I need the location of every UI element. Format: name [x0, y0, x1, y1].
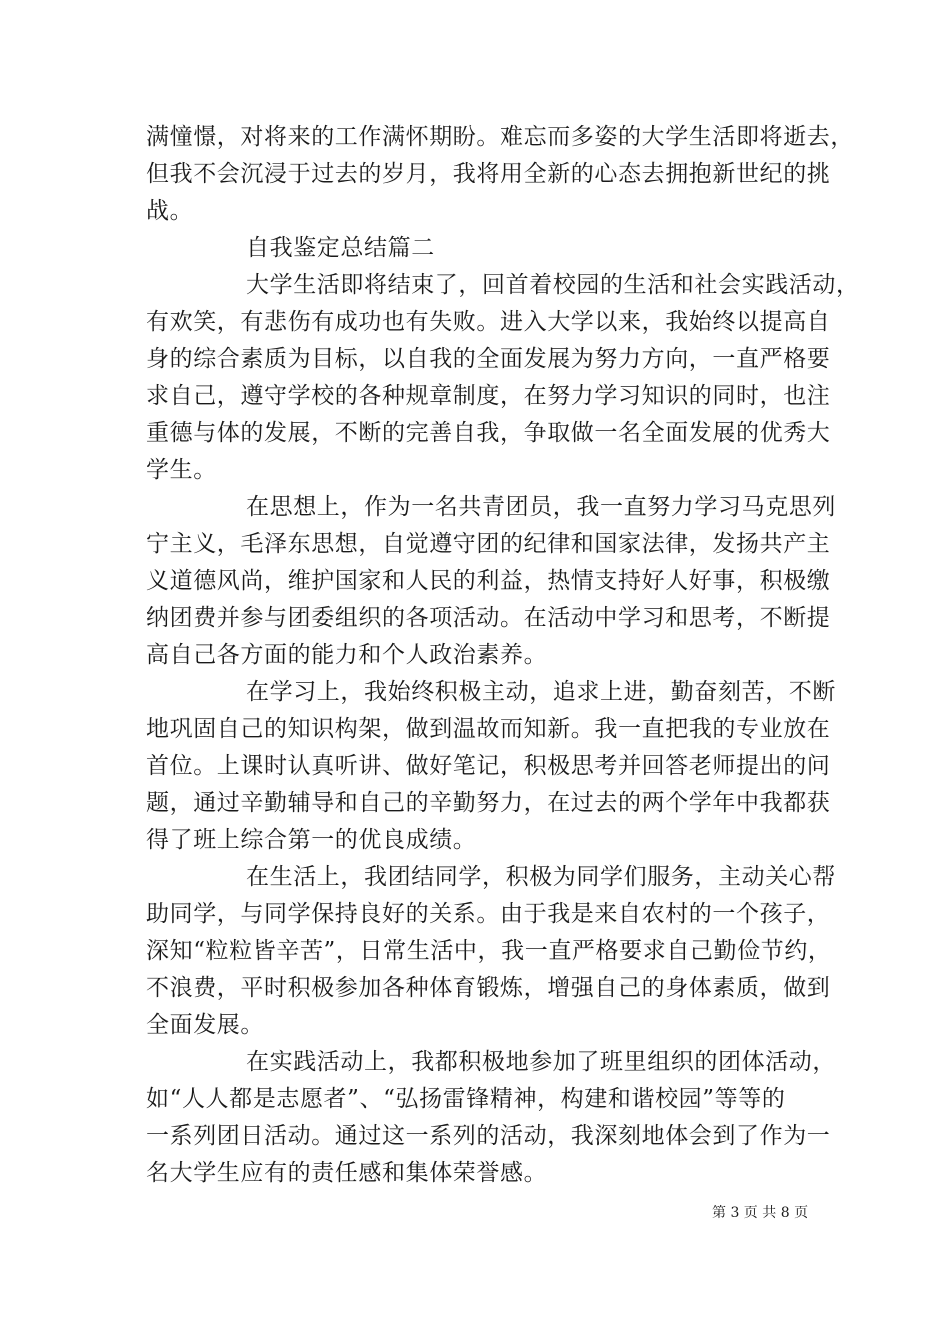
text-line: 有欢笑，有悲伤有成功也有失败。进入大学以来，我始终以提高自	[146, 309, 831, 335]
text-line: 在实践活动上，我都积极地参加了班里组织的团体活动，	[246, 1049, 836, 1075]
text-line: 满憧憬，对将来的工作满怀期盼。难忘而多姿的大学生活即将逝去，	[146, 124, 854, 150]
text-line: 深知“粒粒皆辛苦”，日常生活中，我一直严格要求自己勤俭节约，	[146, 938, 832, 964]
text-line: 大学生活即将结束了，回首着校园的生活和社会实践活动，	[246, 272, 860, 298]
text-line: 在学习上，我始终积极主动，追求上进，勤奋刻苦，不断	[246, 679, 836, 705]
text-line: 地巩固自己的知识构架，做到温故而知新。我一直把我的专业放在	[146, 716, 831, 742]
text-line: 重德与体的发展，不断的完善自我，争取做一名全面发展的优秀大	[146, 420, 831, 446]
text-line: 题，通过辛勤辅导和自己的辛勤努力，在过去的两个学年中我都获	[146, 790, 831, 816]
text-line: 助同学，与同学保持良好的关系。由于我是来自农村的一个孩子，	[146, 901, 831, 927]
text-line: 首位。上课时认真听讲、做好笔记，积极思考并回答老师提出的问	[146, 753, 831, 779]
body-text	[146, 119, 860, 1192]
text-line: 在生活上，我团结同学，积极为同学们服务，主动关心帮	[246, 864, 836, 890]
text-line: 名大学生应有的责任感和集体荣誉感。	[146, 1160, 548, 1186]
text-line: 身的综合素质为目标，以自我的全面发展为努力方向，一直严格要	[146, 346, 831, 372]
text-line: 得了班上综合第一的优良成绩。	[146, 827, 477, 853]
text-line: 义道德风尚，维护国家和人民的利益，热情支持好人好事，积极缴	[146, 568, 831, 594]
text-line: 全面发展。	[146, 1012, 264, 1038]
text-line: 纳团费并参与团委组织的各项活动。在活动中学习和思考，不断提	[146, 605, 831, 631]
section-heading: 自我鉴定总结篇二	[246, 235, 435, 261]
text-line: 一系列团日活动。通过这一系列的活动，我深刻地体会到了作为一	[146, 1123, 831, 1149]
text-line: 宁主义，毛泽东思想，自觉遵守团的纪律和国家法律，发扬共产主	[146, 531, 831, 557]
text-line: 求自己，遵守学校的各种规章制度，在努力学习知识的同时，也注	[146, 383, 831, 409]
text-line: 在思想上，作为一名共青团员，我一直努力学习马克思列	[246, 494, 836, 520]
text-line: 不浪费，平时积极参加各种体育锻炼，增强自己的身体素质，做到	[146, 975, 831, 1001]
text-line: 但我不会沉浸于过去的岁月，我将用全新的心态去拥抱新世纪的挑	[146, 161, 831, 187]
text-line: 如“人人都是志愿者”、“弘扬雷锋精神，构建和谐校园”等等的	[146, 1086, 786, 1112]
text-line: 学生。	[146, 457, 217, 483]
page-number: 第 3 页 共 8 页	[712, 1205, 809, 1221]
text-line: 战。	[146, 198, 194, 224]
text-line: 高自己各方面的能力和个人政治素养。	[146, 642, 548, 668]
